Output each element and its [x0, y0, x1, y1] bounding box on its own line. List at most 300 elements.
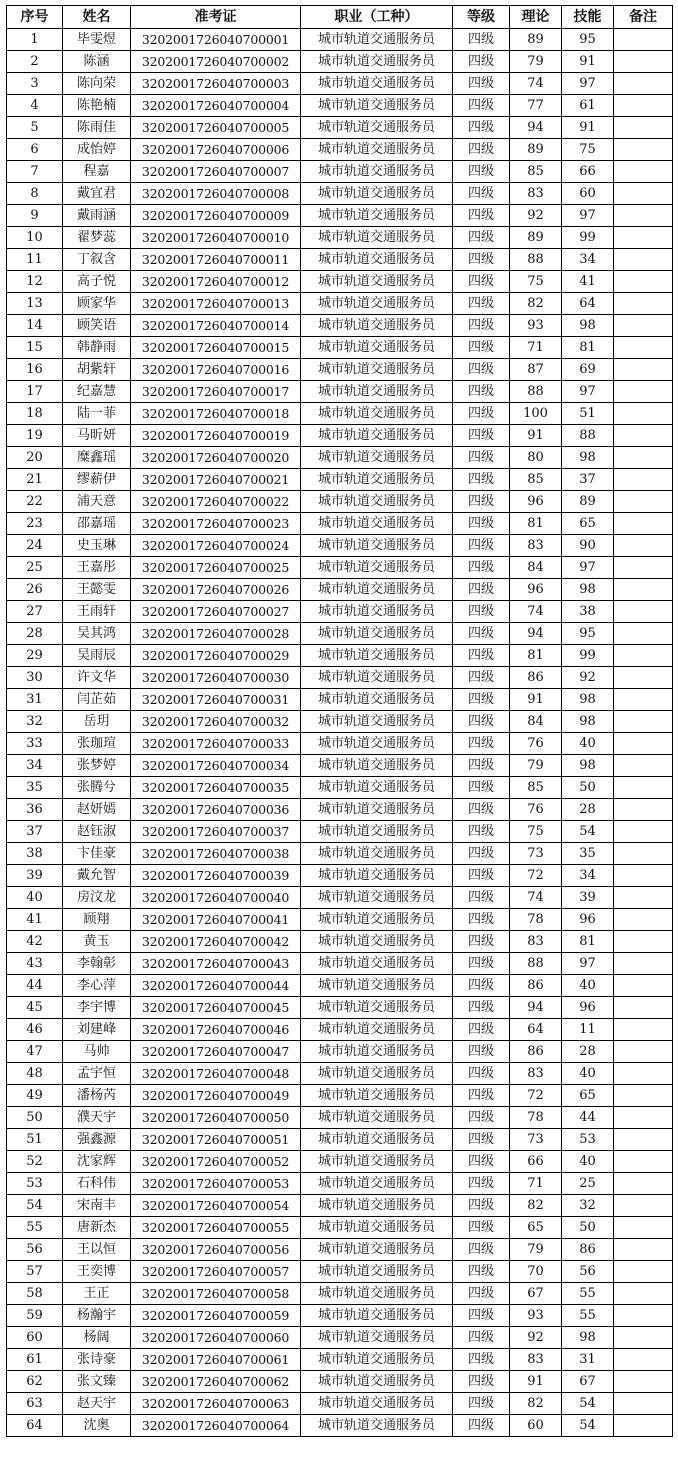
column-header-theory: 理论: [510, 6, 562, 29]
cell-remarks: [614, 1195, 673, 1217]
cell-remarks: [614, 117, 673, 139]
table-row: [7, 293, 673, 315]
table-row: [7, 1063, 673, 1085]
cell-level: 四级: [453, 161, 510, 183]
cell-remarks: [614, 161, 673, 183]
cell-skill: 40: [562, 1063, 614, 1085]
cell-skill: 40: [562, 1151, 614, 1173]
cell-remarks: [614, 953, 673, 975]
cell-occupation: 城市轨道交通服务员: [301, 359, 453, 381]
cell-seq: 17: [7, 381, 63, 403]
table-row: [7, 645, 673, 667]
cell-exam-id: 3202001726040700049: [131, 1085, 301, 1107]
cell-exam-id: 3202001726040700038: [131, 843, 301, 865]
cell-remarks: [614, 645, 673, 667]
cell-theory: 78: [510, 1107, 562, 1129]
cell-seq: 52: [7, 1151, 63, 1173]
cell-skill: 41: [562, 271, 614, 293]
table-row: [7, 227, 673, 249]
cell-skill: 89: [562, 491, 614, 513]
cell-skill: 54: [562, 821, 614, 843]
column-header-name: 姓名: [63, 6, 131, 29]
cell-occupation: 城市轨道交通服务员: [301, 183, 453, 205]
cell-level: 四级: [453, 205, 510, 227]
cell-name: 顾家华: [63, 293, 131, 315]
cell-level: 四级: [453, 29, 510, 51]
cell-occupation: 城市轨道交通服务员: [301, 975, 453, 997]
cell-exam-id: 3202001726040700060: [131, 1327, 301, 1349]
cell-theory: 73: [510, 843, 562, 865]
cell-seq: 34: [7, 755, 63, 777]
cell-name: 戴允智: [63, 865, 131, 887]
cell-name: 翟梦蕊: [63, 227, 131, 249]
cell-level: 四级: [453, 1393, 510, 1415]
table-row: [7, 1085, 673, 1107]
cell-remarks: [614, 931, 673, 953]
cell-theory: 71: [510, 1173, 562, 1195]
cell-level: 四级: [453, 337, 510, 359]
cell-remarks: [614, 227, 673, 249]
cell-name: 毕雯煜: [63, 29, 131, 51]
cell-seq: 41: [7, 909, 63, 931]
table-row: [7, 1173, 673, 1195]
cell-level: 四级: [453, 865, 510, 887]
cell-skill: 25: [562, 1173, 614, 1195]
table-row: [7, 315, 673, 337]
table-row: [7, 1195, 673, 1217]
cell-name: 唐新杰: [63, 1217, 131, 1239]
cell-name: 张诗豪: [63, 1349, 131, 1371]
cell-seq: 49: [7, 1085, 63, 1107]
table-row: [7, 1327, 673, 1349]
cell-level: 四级: [453, 1217, 510, 1239]
cell-theory: 85: [510, 161, 562, 183]
cell-seq: 30: [7, 667, 63, 689]
cell-seq: 50: [7, 1107, 63, 1129]
table-row: [7, 931, 673, 953]
cell-occupation: 城市轨道交通服务员: [301, 909, 453, 931]
cell-name: 戴宜君: [63, 183, 131, 205]
cell-level: 四级: [453, 601, 510, 623]
cell-seq: 3: [7, 73, 63, 95]
cell-remarks: [614, 139, 673, 161]
cell-name: 王以恒: [63, 1239, 131, 1261]
cell-level: 四级: [453, 821, 510, 843]
cell-level: 四级: [453, 755, 510, 777]
cell-skill: 98: [562, 711, 614, 733]
cell-exam-id: 3202001726040700035: [131, 777, 301, 799]
cell-name: 王雨轩: [63, 601, 131, 623]
cell-skill: 98: [562, 755, 614, 777]
cell-occupation: 城市轨道交通服务员: [301, 711, 453, 733]
cell-remarks: [614, 799, 673, 821]
cell-name: 王懿雯: [63, 579, 131, 601]
table-row: [7, 1283, 673, 1305]
cell-exam-id: 3202001726040700062: [131, 1371, 301, 1393]
cell-skill: 65: [562, 1085, 614, 1107]
cell-skill: 90: [562, 535, 614, 557]
cell-occupation: 城市轨道交通服务员: [301, 161, 453, 183]
cell-exam-id: 3202001726040700016: [131, 359, 301, 381]
cell-name: 赵钰淑: [63, 821, 131, 843]
cell-exam-id: 3202001726040700047: [131, 1041, 301, 1063]
cell-theory: 75: [510, 271, 562, 293]
cell-exam-id: 3202001726040700057: [131, 1261, 301, 1283]
cell-theory: 94: [510, 997, 562, 1019]
cell-level: 四级: [453, 1305, 510, 1327]
cell-remarks: [614, 1349, 673, 1371]
table-row: [7, 887, 673, 909]
cell-seq: 45: [7, 997, 63, 1019]
table-row: [7, 359, 673, 381]
cell-seq: 23: [7, 513, 63, 535]
cell-theory: 96: [510, 491, 562, 513]
cell-theory: 74: [510, 601, 562, 623]
cell-seq: 14: [7, 315, 63, 337]
column-header-occupation: 职业（工种）: [301, 6, 453, 29]
cell-level: 四级: [453, 403, 510, 425]
cell-skill: 64: [562, 293, 614, 315]
cell-skill: 81: [562, 337, 614, 359]
table-row: [7, 1151, 673, 1173]
cell-name: 吴雨辰: [63, 645, 131, 667]
cell-remarks: [614, 1217, 673, 1239]
cell-occupation: 城市轨道交通服务员: [301, 1085, 453, 1107]
cell-name: 糜鑫瑶: [63, 447, 131, 469]
cell-level: 四级: [453, 425, 510, 447]
cell-seq: 43: [7, 953, 63, 975]
cell-theory: 92: [510, 1327, 562, 1349]
cell-theory: 76: [510, 733, 562, 755]
cell-name: 吴其鸿: [63, 623, 131, 645]
cell-remarks: [614, 557, 673, 579]
cell-exam-id: 3202001726040700063: [131, 1393, 301, 1415]
cell-name: 韩静雨: [63, 337, 131, 359]
cell-seq: 58: [7, 1283, 63, 1305]
cell-seq: 33: [7, 733, 63, 755]
cell-remarks: [614, 249, 673, 271]
cell-exam-id: 3202001726040700031: [131, 689, 301, 711]
table-row: [7, 205, 673, 227]
cell-skill: 97: [562, 557, 614, 579]
cell-level: 四级: [453, 1107, 510, 1129]
cell-skill: 97: [562, 953, 614, 975]
cell-skill: 31: [562, 1349, 614, 1371]
cell-name: 陈艳楠: [63, 95, 131, 117]
cell-theory: 86: [510, 1041, 562, 1063]
cell-theory: 78: [510, 909, 562, 931]
cell-exam-id: 3202001726040700041: [131, 909, 301, 931]
cell-level: 四级: [453, 491, 510, 513]
cell-skill: 98: [562, 315, 614, 337]
cell-remarks: [614, 755, 673, 777]
cell-exam-id: 3202001726040700014: [131, 315, 301, 337]
cell-occupation: 城市轨道交通服务员: [301, 733, 453, 755]
cell-skill: 34: [562, 865, 614, 887]
cell-theory: 83: [510, 1349, 562, 1371]
cell-occupation: 城市轨道交通服务员: [301, 205, 453, 227]
cell-level: 四级: [453, 689, 510, 711]
cell-seq: 60: [7, 1327, 63, 1349]
cell-seq: 54: [7, 1195, 63, 1217]
cell-level: 四级: [453, 953, 510, 975]
cell-seq: 36: [7, 799, 63, 821]
cell-remarks: [614, 403, 673, 425]
table-row: [7, 579, 673, 601]
cell-name: 濮天宇: [63, 1107, 131, 1129]
table-row: [7, 491, 673, 513]
cell-remarks: [614, 1371, 673, 1393]
table-row: [7, 1261, 673, 1283]
cell-skill: 37: [562, 469, 614, 491]
cell-level: 四级: [453, 931, 510, 953]
cell-theory: 87: [510, 359, 562, 381]
cell-level: 四级: [453, 557, 510, 579]
cell-skill: 95: [562, 29, 614, 51]
cell-name: 戴雨涵: [63, 205, 131, 227]
cell-seq: 47: [7, 1041, 63, 1063]
cell-level: 四级: [453, 887, 510, 909]
cell-remarks: [614, 689, 673, 711]
table-row: [7, 1217, 673, 1239]
cell-theory: 73: [510, 1129, 562, 1151]
cell-remarks: [614, 997, 673, 1019]
cell-skill: 92: [562, 667, 614, 689]
cell-remarks: [614, 73, 673, 95]
cell-theory: 82: [510, 1195, 562, 1217]
cell-theory: 67: [510, 1283, 562, 1305]
cell-skill: 95: [562, 623, 614, 645]
cell-skill: 99: [562, 227, 614, 249]
cell-exam-id: 3202001726040700019: [131, 425, 301, 447]
cell-remarks: [614, 601, 673, 623]
cell-exam-id: 3202001726040700040: [131, 887, 301, 909]
cell-occupation: 城市轨道交通服务员: [301, 1041, 453, 1063]
table-row: [7, 1107, 673, 1129]
cell-theory: 83: [510, 183, 562, 205]
cell-skill: 44: [562, 1107, 614, 1129]
cell-name: 强鑫源: [63, 1129, 131, 1151]
cell-level: 四级: [453, 1195, 510, 1217]
cell-theory: 81: [510, 645, 562, 667]
column-header-level: 等级: [453, 6, 510, 29]
cell-theory: 100: [510, 403, 562, 425]
cell-seq: 42: [7, 931, 63, 953]
cell-remarks: [614, 1129, 673, 1151]
cell-level: 四级: [453, 293, 510, 315]
score-table: [6, 5, 673, 1437]
cell-seq: 61: [7, 1349, 63, 1371]
cell-remarks: [614, 975, 673, 997]
cell-remarks: [614, 535, 673, 557]
cell-theory: 77: [510, 95, 562, 117]
cell-occupation: 城市轨道交通服务员: [301, 1393, 453, 1415]
cell-exam-id: 3202001726040700042: [131, 931, 301, 953]
cell-occupation: 城市轨道交通服务员: [301, 1107, 453, 1129]
cell-theory: 91: [510, 1371, 562, 1393]
cell-level: 四级: [453, 623, 510, 645]
cell-level: 四级: [453, 1041, 510, 1063]
cell-theory: 74: [510, 887, 562, 909]
cell-exam-id: 3202001726040700032: [131, 711, 301, 733]
cell-remarks: [614, 1327, 673, 1349]
cell-name: 杨瀚宇: [63, 1305, 131, 1327]
cell-skill: 53: [562, 1129, 614, 1151]
cell-seq: 16: [7, 359, 63, 381]
cell-level: 四级: [453, 1151, 510, 1173]
cell-remarks: [614, 381, 673, 403]
table-row: [7, 117, 673, 139]
cell-name: 成怡婷: [63, 139, 131, 161]
cell-occupation: 城市轨道交通服务员: [301, 513, 453, 535]
cell-theory: 86: [510, 975, 562, 997]
cell-name: 李心萍: [63, 975, 131, 997]
cell-skill: 86: [562, 1239, 614, 1261]
column-header-skill: 技能: [562, 6, 614, 29]
table-row: [7, 447, 673, 469]
cell-occupation: 城市轨道交通服务员: [301, 777, 453, 799]
cell-skill: 98: [562, 689, 614, 711]
cell-remarks: [614, 733, 673, 755]
cell-skill: 61: [562, 95, 614, 117]
cell-skill: 11: [562, 1019, 614, 1041]
cell-remarks: [614, 1415, 673, 1437]
cell-name: 陈雨佳: [63, 117, 131, 139]
table-row: [7, 271, 673, 293]
table-row: [7, 1349, 673, 1371]
cell-exam-id: 3202001726040700055: [131, 1217, 301, 1239]
cell-remarks: [614, 51, 673, 73]
cell-exam-id: 3202001726040700010: [131, 227, 301, 249]
cell-skill: 98: [562, 1327, 614, 1349]
cell-occupation: 城市轨道交通服务员: [301, 601, 453, 623]
table-row: [7, 1371, 673, 1393]
cell-occupation: 城市轨道交通服务员: [301, 689, 453, 711]
cell-skill: 50: [562, 777, 614, 799]
cell-level: 四级: [453, 535, 510, 557]
cell-seq: 64: [7, 1415, 63, 1437]
cell-exam-id: 3202001726040700056: [131, 1239, 301, 1261]
cell-remarks: [614, 491, 673, 513]
cell-skill: 55: [562, 1283, 614, 1305]
cell-seq: 38: [7, 843, 63, 865]
cell-theory: 94: [510, 117, 562, 139]
cell-occupation: 城市轨道交通服务员: [301, 469, 453, 491]
cell-exam-id: 3202001726040700045: [131, 997, 301, 1019]
cell-name: 赵天宇: [63, 1393, 131, 1415]
cell-occupation: 城市轨道交通服务员: [301, 865, 453, 887]
cell-exam-id: 3202001726040700026: [131, 579, 301, 601]
cell-remarks: [614, 579, 673, 601]
cell-level: 四级: [453, 73, 510, 95]
cell-seq: 62: [7, 1371, 63, 1393]
cell-exam-id: 3202001726040700017: [131, 381, 301, 403]
cell-occupation: 城市轨道交通服务员: [301, 997, 453, 1019]
cell-occupation: 城市轨道交通服务员: [301, 1305, 453, 1327]
cell-name: 张腾兮: [63, 777, 131, 799]
cell-remarks: [614, 315, 673, 337]
cell-theory: 70: [510, 1261, 562, 1283]
cell-theory: 93: [510, 1305, 562, 1327]
cell-theory: 96: [510, 579, 562, 601]
cell-theory: 60: [510, 1415, 562, 1437]
cell-seq: 63: [7, 1393, 63, 1415]
cell-theory: 72: [510, 865, 562, 887]
cell-skill: 88: [562, 425, 614, 447]
table-row: [7, 249, 673, 271]
cell-exam-id: 3202001726040700046: [131, 1019, 301, 1041]
cell-remarks: [614, 1283, 673, 1305]
cell-theory: 76: [510, 799, 562, 821]
cell-level: 四级: [453, 1415, 510, 1437]
cell-theory: 88: [510, 381, 562, 403]
cell-seq: 5: [7, 117, 63, 139]
cell-seq: 40: [7, 887, 63, 909]
table-row: [7, 29, 673, 51]
cell-exam-id: 3202001726040700012: [131, 271, 301, 293]
column-header-seq: 序号: [7, 6, 63, 29]
cell-skill: 97: [562, 205, 614, 227]
cell-level: 四级: [453, 51, 510, 73]
cell-skill: 98: [562, 579, 614, 601]
table-row: [7, 425, 673, 447]
table-row: [7, 865, 673, 887]
cell-name: 顾笑语: [63, 315, 131, 337]
cell-level: 四级: [453, 183, 510, 205]
cell-occupation: 城市轨道交通服务员: [301, 271, 453, 293]
cell-exam-id: 3202001726040700043: [131, 953, 301, 975]
cell-theory: 85: [510, 777, 562, 799]
cell-occupation: 城市轨道交通服务员: [301, 667, 453, 689]
table-row: [7, 623, 673, 645]
cell-skill: 55: [562, 1305, 614, 1327]
cell-level: 四级: [453, 1349, 510, 1371]
cell-occupation: 城市轨道交通服务员: [301, 1019, 453, 1041]
cell-occupation: 城市轨道交通服务员: [301, 1415, 453, 1437]
table-row: [7, 997, 673, 1019]
cell-skill: 28: [562, 1041, 614, 1063]
cell-remarks: [614, 293, 673, 315]
cell-occupation: 城市轨道交通服务员: [301, 931, 453, 953]
cell-exam-id: 3202001726040700054: [131, 1195, 301, 1217]
cell-theory: 80: [510, 447, 562, 469]
cell-name: 李翰彰: [63, 953, 131, 975]
cell-level: 四级: [453, 117, 510, 139]
cell-skill: 32: [562, 1195, 614, 1217]
table-row: [7, 953, 673, 975]
cell-seq: 59: [7, 1305, 63, 1327]
cell-name: 浦天意: [63, 491, 131, 513]
cell-seq: 24: [7, 535, 63, 557]
cell-occupation: 城市轨道交通服务员: [301, 623, 453, 645]
cell-seq: 26: [7, 579, 63, 601]
cell-theory: 89: [510, 227, 562, 249]
table-row: [7, 403, 673, 425]
cell-remarks: [614, 1173, 673, 1195]
cell-occupation: 城市轨道交通服务员: [301, 1217, 453, 1239]
cell-skill: 39: [562, 887, 614, 909]
cell-level: 四级: [453, 667, 510, 689]
cell-remarks: [614, 1085, 673, 1107]
cell-occupation: 城市轨道交通服务员: [301, 381, 453, 403]
cell-name: 陆一菲: [63, 403, 131, 425]
cell-level: 四级: [453, 1283, 510, 1305]
cell-name: 赵妍嫣: [63, 799, 131, 821]
cell-occupation: 城市轨道交通服务员: [301, 337, 453, 359]
cell-name: 房汶龙: [63, 887, 131, 909]
cell-exam-id: 3202001726040700058: [131, 1283, 301, 1305]
cell-remarks: [614, 887, 673, 909]
